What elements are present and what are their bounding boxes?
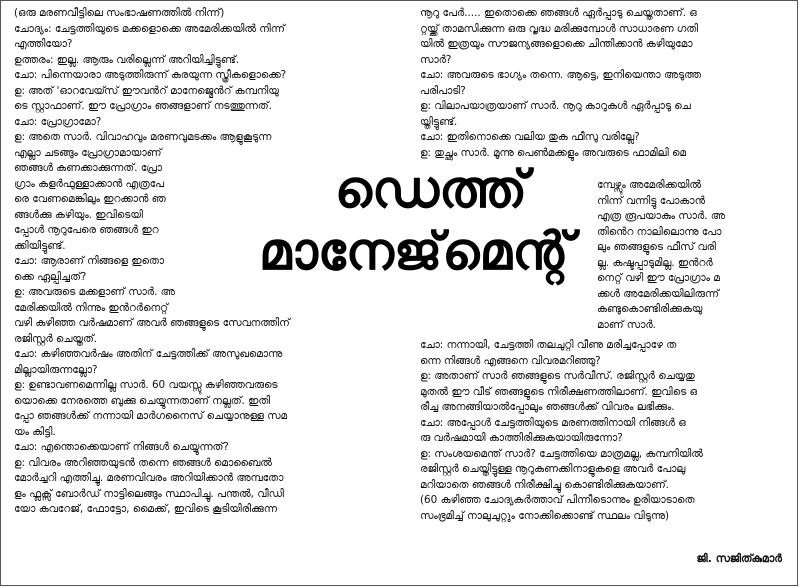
text-line: ഉ: സംശയമെന്ത് സാർ? ചേട്ടത്തിയെ മാത്രമല്ല, കമ്പനിയിൽ [420,447,703,460]
text-line: ചോ: പിന്നെയാരാ അടുത്തിരുന്ന് കരയുന്ന സ്ത്രീകളൊക്കെ? [14,69,287,81]
text-line: ക്കെ ഏല്പിച്ചത്? [14,270,87,283]
text-line: പ്പോൾ നൂറുപേരെ ഞങ്ങൾ ഇറ [14,224,159,236]
text-line: ചോ: നന്നായി, ചേട്ടത്തി തലചുറ്റി വീണു മരിച്ചപ്പോഴേ ത [420,339,677,351]
right-column-bottom [420,338,792,524]
text-line: രെ വേണമെങ്കിലും ഇറക്കാൻ ഞ [14,193,166,205]
right-column-top [420,6,792,161]
text-line: സംഭ്രമിച്ച് നാലുചുറ്റും നോക്കിക്കൊണ്ട് സ്ഥലം വിടുന്നു) [420,509,670,522]
text-line: മേരിക്കയിൽ നിന്നും ഇൻറർനെറ്റ് [14,301,168,314]
text-line: ഉ: വിലാപയാത്രയാണ് സാർ. നൂറു കാറുകൾ ഏർപ്പാടു ചെ [420,100,691,112]
text-line: എത്തിയോ? [14,38,73,50]
text-line: പരിപാടി? [420,84,466,97]
text-line: ലും ഞങ്ങളുടെ ഫീസ് വരി [597,241,716,253]
text-line: ല്ല. കഷ്ടപ്പാടുമില്ല. ഇൻറർ [597,256,713,269]
text-line: ന്നെ നിങ്ങൾ എങ്ങനെ വിവരമറിഞ്ഞു? [420,354,601,367]
text-line: ചോ: അവരുടെ ഭാഗ്യം തന്നെ. ആട്ടെ, ഇനിയെന്താ അടുത്ത [420,69,701,81]
text-line: മറിയാതെ ഞങ്ങൾ നിരീക്ഷിച്ചു കൊണ്ടിരിക്കുകയാണ്. [420,478,669,491]
text-line: (60 കഴിഞ്ഞ ചോദ്യകർത്താവ് പിന്നീടൊന്നും ഉരിയാടാതെ [420,494,695,506]
text-line: യൊക്കെ നേരത്തെ ബുക്കു ചെയ്യുന്നതാണ് നല്ലത്. ഇതി [14,394,271,407]
text-line: ക്കിയിട്ടുണ്ട്. [14,239,66,252]
text-line: മ്പേഴ്സും അമേരിക്കയിൽ [597,179,701,191]
text-line: നൂറു പേർ..... ഇതൊക്കെ ഞങ്ങൾ ഏർപ്പാടു ചെയ്തതാണ്. ഒ [420,7,697,19]
text-line: മോർച്ചറി എത്തിച്ചു. മരണവിവരം അറിയിക്കാൻ അമ്പതോ [14,472,284,484]
title-line-2: മാനേജ്‌മെന്റ് [258,222,574,282]
text-line: യ്തിട്ടുണ്ട്. [420,115,458,128]
text-line: ചോ: കഴിഞ്ഞവർഷം അതിന് ചേട്ടത്തിക്ക് അസുഖമൊന്നു [14,348,283,360]
text-line: യോ കവറേജ്, ഫോട്ടോ, മൈക്ക്, ഇവിടെ കൂടിയിരിക്കുന്ന [14,503,277,515]
text-line: ഉ: അതെ സാർ. വിവാഹവും മരണവുമടക്കം ആളുകൂടുന്ന [14,131,272,143]
author-byline: ജി. സജിത്കുമാർ [696,552,782,565]
text-line: രു വർഷമായി കാത്തിരിക്കുകയായിരുന്നോ? [420,432,623,444]
text-line: ചോ: അപ്പോൾ ചേട്ടത്തിയുടെ മരണത്തിനായി നിങ്ങൾ ഒ [420,416,686,429]
text-line: ഉത്തരം: ഇല്ല. ആരും വരില്ലെന്ന് അറിയിച്ചിട്ടുണ്ട്. [14,53,240,66]
text-line: നിന്ന് വന്നിട്ടു പോകാൻ [597,194,705,207]
text-line: യം കിട്ടി. [14,425,56,438]
text-line: മുതൽ ഈ വീട് ഞങ്ങളുടെ നിരീക്ഷണത്തിലാണ്. ഇവിടെ ഒ [420,385,697,398]
text-line: ചോ: ഇതിനൊക്കെ വലിയ തുക ഫീസു വരില്ലേ? [420,131,640,143]
text-line: സാർ? [420,53,452,66]
text-line: മാണ് സാർ. [597,318,656,331]
text-line: ഉ: അതാണ് സാർ ഞങ്ങളുടെ സർവീസ്. രജിസ്റ്റർ ചെയ്യതു [420,370,695,382]
text-line: രജിസ്റ്റർ ചെയ്തിട്ടുള്ള നൂറുകണക്കിനാളുകളെ അവർ പോലു [420,463,686,475]
text-line: വഴി കഴിഞ്ഞ വർഷമാണ് അവർ ഞങ്ങളുടെ സേവനത്തിന് [14,317,290,329]
text-line: പ്പോ ഞങ്ങൾക്ക് നന്നായി മാർഗനൈസ് ചെയ്യാനുള്ള സമ [14,410,287,422]
text-line: ഗ്രാം കളർഫുള്ളാക്കാൻ എത്രപേ [14,177,165,190]
text-line: ഉ: അവരുടെ മക്കളാണ് സാർ. അ [14,286,175,298]
text-line: ഞങ്ങൾ കണക്കാക്കുന്നത്. പ്രോ [14,162,163,174]
text-line: ഉ: തുച്ഛം സാർ. മൂന്നു പെൺമക്കളും അവരുടെ ഫാമിലി മെ [420,146,686,159]
text-line: രജിസ്റ്റർ ചെയ്തത്. [14,332,98,345]
text-line: ടെ സ്റ്റാഫാണ്. ഈ പ്രോഗ്രാം ഞങ്ങളാണ് നടത്തുന്നത്. [14,100,272,112]
text-line: എല്ലാ ചടങ്ങും പ്രോഗ്രാമായാണ് [14,146,162,159]
text-line: യിൽ ഇത്രയും സൗജന്യങ്ങളൊക്കെ ചിന്തിക്കാൻ കഴിയുമോ [420,38,693,50]
text-line: ചോദ്യം: ചേട്ടത്തിയുടെ മക്കളൊക്കെ അമേരിക്കയിൽ നിന്ന് [14,22,285,35]
text-line: ഉ: വിവരം അറിഞ്ഞയുടൻ തന്നെ ഞങ്ങൾ മൊബൈൽ [14,456,272,469]
text-line: മില്ലായിരുന്നല്ലോ? [14,363,98,376]
text-line: ചോ: എന്തൊക്കെയാണ് നിങ്ങൾ ചെയ്യുന്നത്? [14,441,229,453]
text-line: ക്കൾ അമേരിക്കയിലിരുന്ന് [597,287,719,300]
text-line: ഉ: അത് 'ഓറവേയ്സ് ഈവൻറ് മാനേജ്മെൻറ് കമ്പനിയു [14,84,279,97]
text-line: തിൻെറ നാലിലൊന്നു പോ [597,225,722,238]
article-title [236,160,596,284]
text-line: നെറ്റ് വഴി ഈ പ്രോഗ്രാം മ [597,272,720,284]
right-column-middle [597,178,797,333]
text-line: എത്ര രൂപയാകും സാർ. അ [597,210,725,222]
text-line: ളം ഫ്ലക്സ് ബോർഡ് നാട്ടിലെങ്ങും സ്ഥാപിച്ചു. പന്തൽ, വീഡി [14,487,284,500]
text-line: രീച്ച അനങ്ങിയാൽപ്പോലും ഞങ്ങൾക്ക് വിവരം ലഭിക്കും. [420,401,675,413]
text-line: കണ്ടുകൊണ്ടിരിക്കുകയു [597,303,703,315]
title-line-1: ഡെത്ത് [334,160,528,220]
text-line: ചോ: പ്രോഗ്രാമോ? [14,115,102,128]
text-line: ങ്ങൾക്കു കഴിയും. ഇവിടെയി [14,208,143,221]
text-line: (ഒരു മരണവീട്ടിലെ സംഭാഷണത്തിൽ നിന്ന്) [14,7,225,19]
text-line: റ്റയ്ക്ക് താമസിക്കുന്ന ഒരു വൃദ്ധ മരിക്കുമ്പോൾ സാധാരണ ഗതി [420,22,699,35]
text-line: ചോ: ആരാണ് നിങ്ങളെ ഇതൊ [14,255,165,267]
text-line: ഉ: ഉണ്ടാവണമെന്നില്ല സാർ. 60 വയസ്സു കഴിഞ്ഞവരുടെ [14,379,278,391]
